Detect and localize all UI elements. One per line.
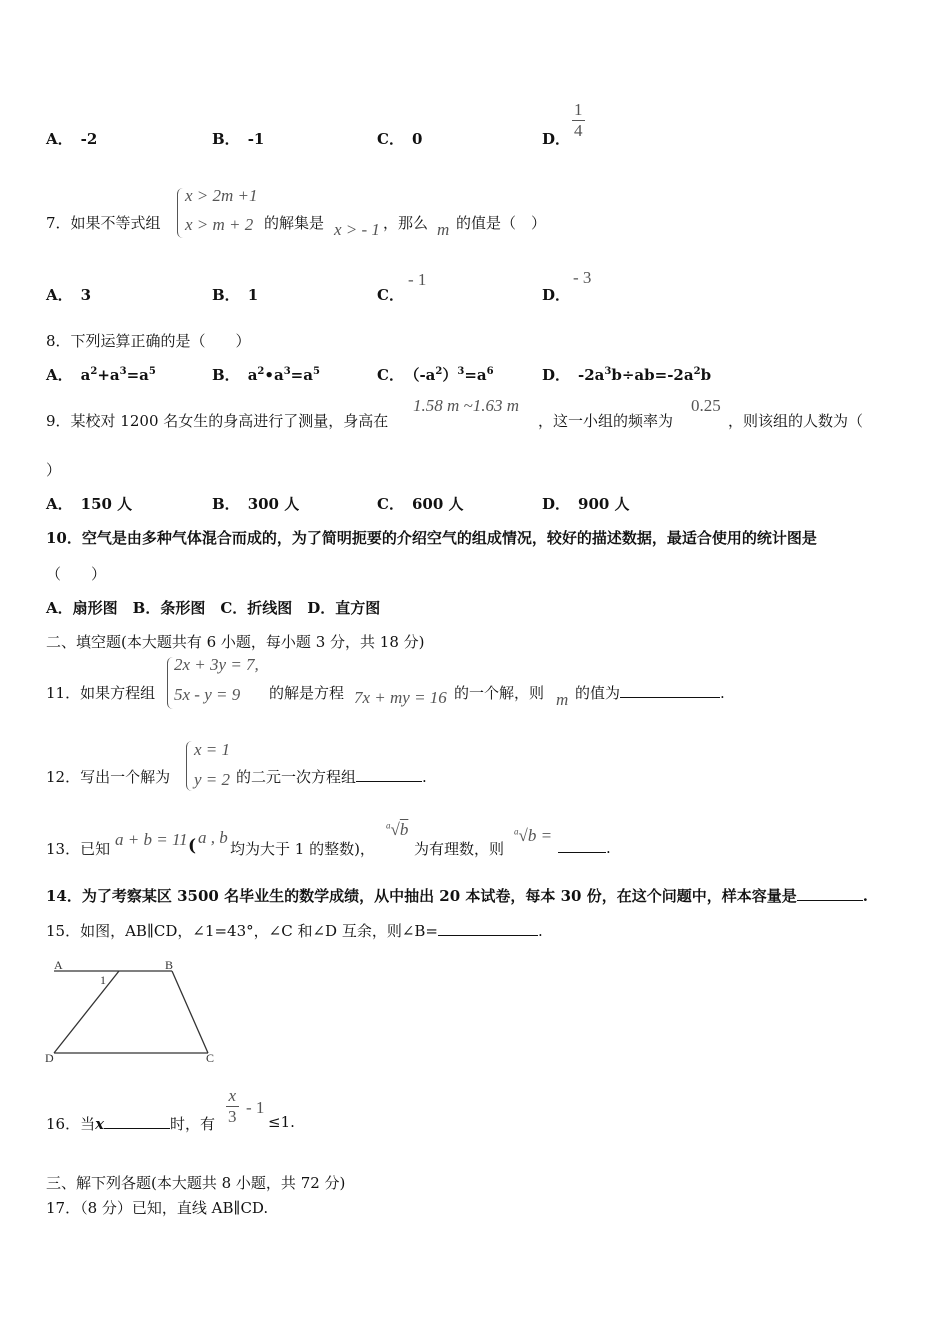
- q15-answer-blank[interactable]: [438, 921, 538, 936]
- q14-answer-blank[interactable]: [797, 886, 863, 901]
- q15-trapezoid-figure: [40, 955, 230, 1070]
- q7-inequality-2: x > m + 2: [185, 215, 254, 234]
- q9-range: 1.58 m ~1.63 m: [413, 396, 520, 415]
- q11-var: m: [556, 690, 569, 709]
- q9-close: ）: [46, 461, 62, 479]
- q16-minus-one: - 1: [246, 1098, 265, 1117]
- q11-answer-blank[interactable]: [620, 683, 720, 698]
- q15-question: 15．如图，AB∥CD，∠1=43°，∠C 和∠D 互余，则∠B= .: [46, 922, 543, 940]
- q16-answer-blank[interactable]: [104, 1114, 170, 1129]
- label-angle-1: 1: [100, 973, 106, 987]
- q16-fraction: $\frac{x}{3}$: [228, 1086, 237, 1126]
- label-b: B: [165, 958, 174, 972]
- q6-option-d-fraction: $\frac{1}{4}$: [574, 100, 583, 140]
- q7-option-b: B． 1: [212, 286, 259, 304]
- q6-option-d: D．: [542, 130, 571, 148]
- q17-question: 17．（8 分）已知，直线 AB∥CD.: [46, 1199, 269, 1217]
- label-a: A: [54, 958, 63, 972]
- q7-option-d-value: - 3: [573, 268, 592, 287]
- q9-option-d: D． 900 人: [542, 495, 630, 513]
- q13-answer: .: [558, 838, 611, 857]
- q7-inequality-1: x > 2m +1: [185, 186, 258, 205]
- q13-vars: a , b: [198, 828, 228, 847]
- q12-equation-2: y = 2: [194, 770, 231, 789]
- q9-frequency: 0.25: [691, 396, 721, 415]
- q11-prefix: 11．如果方程组: [46, 684, 156, 702]
- q8-question: 8．下列运算正确的是（ ）: [46, 332, 251, 350]
- q9-option-c: C． 600 人: [377, 495, 464, 513]
- q13-prefix: 13．已知: [46, 840, 111, 858]
- q7-option-d: D．: [542, 286, 571, 304]
- q9-mid: ，这一小组的频率为: [538, 412, 674, 430]
- q11-equation-3: 7x + my = 16: [354, 688, 447, 707]
- q7-prefix: 7．如果不等式组: [46, 214, 161, 232]
- q6-option-c: C． 0: [377, 130, 423, 148]
- q11-brace: [167, 657, 173, 709]
- q11-equation-1: 2x + 3y = 7,: [174, 655, 259, 674]
- section-2-heading: 二、填空题(本大题共有 6 小题，每小题 3 分，共 18 分): [46, 633, 425, 651]
- q9-option-a: A． 150 人: [46, 495, 133, 513]
- q6-option-a: A． -2: [46, 130, 98, 148]
- q10-paren: （ ）: [46, 565, 107, 583]
- q12-equation-1: x = 1: [194, 740, 231, 759]
- q14-question: 14．为了考察某区 3500 名毕业生的数学成绩，从中抽出 20 本试卷，每本 30 份，在这个问题中，样本容量是 .: [46, 887, 868, 905]
- q13-mid: 均为大于 1 的整数)，: [230, 840, 375, 858]
- q13-root-2: $^a$√b =: [514, 826, 553, 845]
- section-3-heading: 三、解下列各题(本大题共 8 小题，共 72 分): [46, 1174, 346, 1192]
- q9-post: ，则该组的人数为（: [728, 412, 864, 430]
- q16-post: ≤1.: [268, 1113, 295, 1131]
- q13-paren-open: (: [188, 836, 197, 856]
- q8-option-b: B． $a^2•a^3=a^5$: [212, 366, 320, 384]
- q11-mid2: 的一个解，则: [454, 684, 545, 702]
- label-c: C: [206, 1051, 215, 1065]
- q8-option-c: C． $(-a^2)^3=a^6$: [377, 366, 494, 384]
- q7-mid: 的解集是: [264, 214, 325, 232]
- label-d: D: [45, 1051, 54, 1065]
- q8-option-d: D． $-2a^3b\div ab=-2a^2b$: [542, 366, 712, 384]
- q7-option-c-value: - 1: [408, 270, 427, 289]
- q7-option-c: C．: [377, 286, 404, 304]
- q7-post: 的值是（ ）: [456, 214, 547, 232]
- q12-answer-blank[interactable]: [356, 767, 422, 782]
- q10-options: A．扇形图 B．条形图 C．折线图 D．直方图: [46, 599, 381, 617]
- q9-option-b: B． 300 人: [212, 495, 300, 513]
- q8-option-a: A． $a^2+a^3=a^5$: [46, 366, 156, 384]
- q7-brace: [177, 188, 183, 238]
- q11-post: 的值为 .: [575, 684, 725, 702]
- q6-option-b: B． -1: [212, 130, 265, 148]
- q7-option-a: A． 3: [46, 286, 92, 304]
- q13-root-1: $^a$√b: [386, 820, 409, 839]
- q12-brace: [186, 741, 192, 791]
- q12-post: 的二元一次方程组 .: [236, 768, 427, 786]
- line-ad-segment: [54, 971, 119, 1053]
- line-bc: [172, 971, 208, 1053]
- q7-mid2: ，那么: [383, 214, 429, 232]
- q10-question: 10．空气是由多种气体混合而成的，为了简明扼要的介绍空气的组成情况，较好的描述数据，最适合使用的统计图是: [46, 529, 817, 547]
- q7-var: m: [437, 220, 450, 239]
- q16-prefix: 16．当x 时，有: [46, 1115, 216, 1133]
- q13-equation: a + b = 11: [115, 830, 188, 849]
- q13-mid2: 为有理数，则: [414, 840, 505, 858]
- q13-answer-blank[interactable]: [558, 838, 606, 853]
- q7-solution: x > - 1: [334, 220, 380, 239]
- q11-equation-2: 5x - y = 9: [174, 685, 241, 704]
- q11-mid: 的解是方程: [269, 684, 345, 702]
- q9-prefix: 9．某校对 1200 名女生的身高进行了测量，身高在: [46, 412, 389, 430]
- q12-prefix: 12．写出一个解为: [46, 768, 171, 786]
